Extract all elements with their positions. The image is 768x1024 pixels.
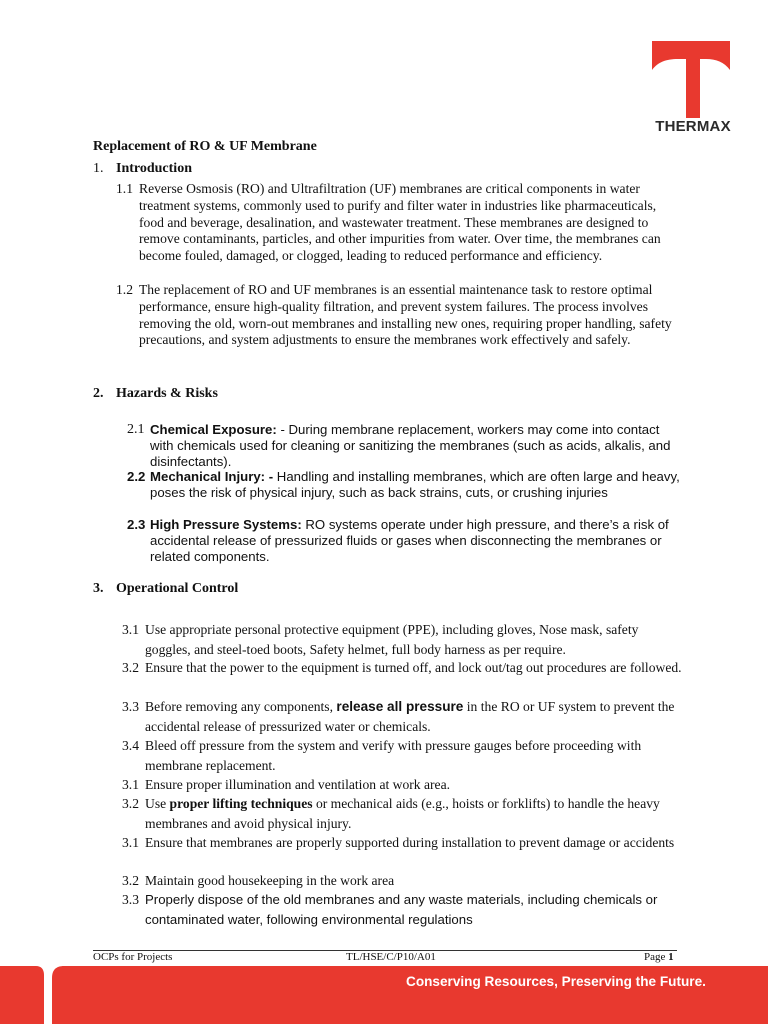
item-number: 3.1 [122,777,139,792]
item-number: 3.2 [122,873,139,888]
list-item [122,775,682,795]
item-number: 3.1 [122,622,139,637]
item-text: Ensure proper illumination and ventilation at work area. [145,777,451,792]
item-text: Use appropriate personal protective equipment (PPE), including gloves, Nose mask, safety goggles, and steel-toed boots, Safety helmet, full body harness as per require. [145,622,639,657]
list-item [127,469,682,501]
logo-wordmark: THERMAX [655,118,731,135]
item-bold-label: High Pressure Systems: [150,517,302,532]
item-bold-label: Chemical Exposure: [150,422,277,437]
item-number: 3.2 [122,660,139,675]
item-number: 3.3 [122,892,139,907]
list-item [122,794,682,833]
page-number: 1 [668,951,674,963]
item-bold-text: release all pressure [336,699,464,714]
item-text: or mechanical aids (e.g., hoists or forklifts) to handle the heavy membranes and avoid physical injury. [145,796,660,831]
item-text: RO systems operate under high pressure, and there’s a risk of accidental release of pressurized fluids or gases when disconnecting the membranes or related components. [150,517,669,564]
item-text: Properly dispose of the old membranes and any waste materials, including chemicals or contaminated water, following environmental regulations [145,892,658,927]
page-label: Page [644,951,666,963]
item-text: - During membrane replacement, workers may come into contact with chemicals used for cleaning or sanitizing the membranes (such as acids, alkalis, and disinfectants). [150,422,671,469]
item-text: Reverse Osmosis (RO) and Ultrafiltration (UF) membranes are critical components in water treatment systems, commonly used to purify and filter water in industries like pharmaceuticals, food and beverage, desalination, and wastewater treatment. These membranes are designed to remove contaminants, particles, and other impurities from water. Over time, the membranes can become fouled, damaged, or clogged, leading to reduced performance and efficiency. [139,181,661,264]
list-item [122,658,682,678]
list-item [122,833,682,853]
item-text: in the RO or UF system to prevent the accidental release of pressurized water or chemicals. [145,699,675,734]
footer-page [644,951,674,963]
list-item [116,282,676,349]
item-number: 3.4 [122,738,139,753]
item-text: Handling and installing membranes, which are often large and heavy, poses the risk of physical injury, such as back strains, cuts, or crushing injuries [150,469,680,500]
item-number: 1.1 [116,181,133,196]
list-item [127,422,682,469]
item-text: Before removing any components, [145,699,337,714]
section-title: Introduction [116,161,192,176]
list-item [122,890,682,929]
item-text: Bleed off pressure from the system and verify with pressure gauges before proceeding with membrane replacement. [145,738,642,773]
list-item [122,620,682,659]
item-number: 3.1 [122,835,139,850]
item-number: 2.2 [127,469,146,484]
section-1-heading [93,161,192,177]
list-item [127,517,682,564]
footer-doc-code: TL/HSE/C/P10/A01 [346,951,436,963]
section-3-heading [93,581,238,597]
footer-left: OCPs for Projects [93,951,173,963]
item-bold-text: proper lifting techniques [169,796,313,811]
section-title: Hazards & Risks [116,386,218,401]
section-number: 2. [93,386,104,401]
item-text: Maintain good housekeeping in the work area [145,873,395,888]
item-text: Ensure that membranes are properly supported during installation to prevent damage or accidents [145,835,675,850]
item-text: The replacement of RO and UF membranes is an essential maintenance task to restore optimal performance, ensure high-quality filtration, and prevent system failures. The process involves removing the old, worn-out membranes and installing new ones, requiring proper handling, safety precautions, and system adjustments to ensure the membranes work effectively and safely. [139,282,672,348]
page-title: Replacement of RO & UF Membrane [93,139,317,154]
section-title: Operational Control [116,581,239,596]
list-item [122,697,682,736]
section-number: 1. [93,161,104,176]
item-text: Use [145,796,170,811]
item-number: 2.1 [127,422,145,437]
list-item [122,736,682,775]
section-2-heading [93,386,218,402]
list-item [116,181,676,265]
footer-tagline: Conserving Resources, Preserving the Future. [406,974,706,989]
item-number: 2.3 [127,517,146,532]
item-number: 3.2 [122,796,139,811]
section-number: 3. [93,581,104,596]
item-number: 1.2 [116,282,133,297]
list-item [122,871,682,891]
item-number: 3.3 [122,699,139,714]
item-text: Ensure that the power to the equipment is turned off, and lock out/tag out procedures are followed. [145,660,682,675]
item-bold-label: Mechanical Injury: - [150,469,274,484]
